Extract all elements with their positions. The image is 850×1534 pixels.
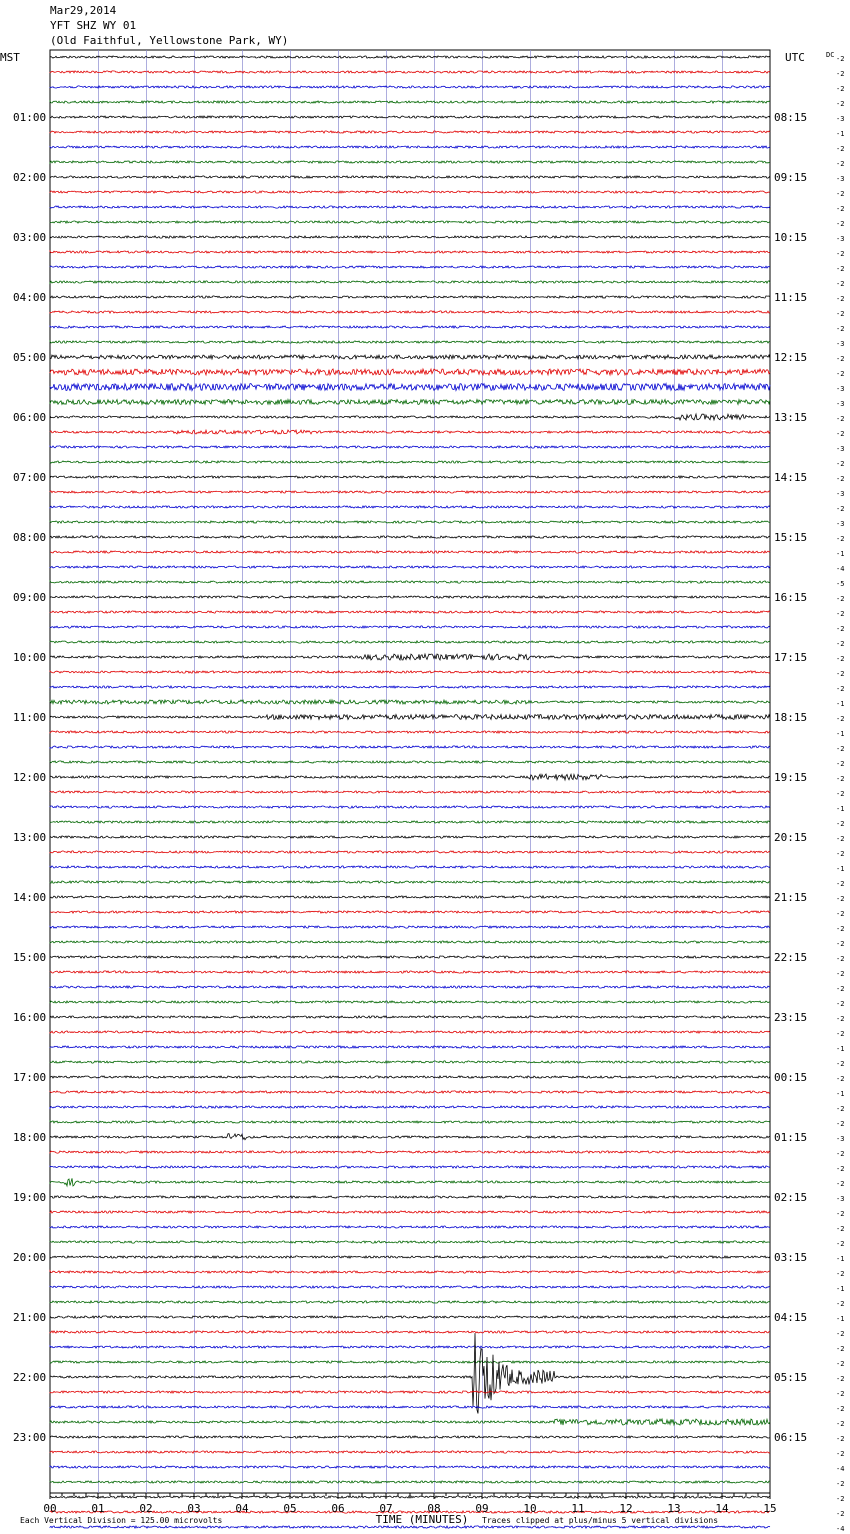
dc-offset-label: -2 bbox=[836, 910, 845, 918]
trace-line bbox=[50, 641, 770, 643]
trace-line bbox=[50, 1419, 770, 1425]
utc-hour-label: 17:15 bbox=[774, 651, 808, 664]
trace-line bbox=[50, 1301, 770, 1303]
dc-offset-label: -2 bbox=[836, 1180, 845, 1188]
dc-offset-label: -2 bbox=[836, 280, 845, 288]
x-tick-label: 03 bbox=[187, 1502, 201, 1515]
trace-line bbox=[50, 101, 770, 103]
dc-offset-label: -1 bbox=[836, 1045, 845, 1053]
trace-line bbox=[50, 1151, 770, 1153]
trace-line bbox=[50, 1316, 770, 1318]
trace-line bbox=[50, 1331, 770, 1333]
dc-offset-label: -2 bbox=[836, 265, 845, 273]
trace-line bbox=[50, 206, 770, 208]
chart-location: (Old Faithful, Yellowstone Park, WY) bbox=[50, 34, 289, 47]
dc-offset-label: -2 bbox=[836, 415, 845, 423]
dc-offset-label: -2 bbox=[836, 1480, 845, 1488]
dc-offset-label: -3 bbox=[836, 1135, 845, 1143]
dc-offset-label: -1 bbox=[836, 805, 845, 813]
dc-offset-label: -2 bbox=[836, 595, 845, 603]
trace-line bbox=[50, 746, 770, 748]
dc-offset-label: -3 bbox=[836, 115, 845, 123]
trace-line bbox=[50, 956, 770, 958]
trace-line bbox=[50, 581, 770, 583]
utc-axis-label: UTC bbox=[785, 51, 805, 64]
x-tick-label: 12 bbox=[619, 1502, 633, 1515]
trace-line bbox=[50, 654, 770, 660]
dc-offset-label: -2 bbox=[836, 1270, 845, 1278]
mst-axis-label: MST bbox=[0, 51, 20, 64]
trace-line bbox=[50, 236, 770, 238]
x-tick-label: 15 bbox=[763, 1502, 777, 1515]
trace-line bbox=[50, 116, 770, 118]
trace-line bbox=[50, 1436, 770, 1438]
mst-hour-label: 17:00 bbox=[13, 1071, 47, 1084]
trace-line bbox=[50, 1361, 770, 1363]
mst-hour-label: 03:00 bbox=[13, 231, 47, 244]
x-tick-label: 01 bbox=[91, 1502, 105, 1515]
trace-line bbox=[50, 506, 770, 508]
chart-station: YFT SHZ WY 01 bbox=[50, 19, 137, 32]
mst-hour-label: 20:00 bbox=[13, 1251, 47, 1264]
trace-line bbox=[50, 611, 770, 613]
trace-line bbox=[50, 791, 770, 793]
utc-hour-label: 20:15 bbox=[774, 831, 808, 844]
mst-hour-label: 12:00 bbox=[13, 771, 47, 784]
trace-line bbox=[50, 266, 770, 268]
trace-line bbox=[50, 1526, 770, 1528]
dc-offset-label: -1 bbox=[836, 550, 845, 558]
x-tick-label: 04 bbox=[235, 1502, 249, 1515]
dc-offset-label: -3 bbox=[836, 235, 845, 243]
dc-offset-label: -2 bbox=[836, 475, 845, 483]
utc-hour-label: 12:15 bbox=[774, 351, 808, 364]
dc-offset-label: -2 bbox=[836, 1060, 845, 1068]
dc-offset-label: -1 bbox=[836, 1285, 845, 1293]
dc-offset-label: -3 bbox=[836, 520, 845, 528]
trace-line bbox=[50, 731, 770, 733]
dc-offset-label: -2 bbox=[836, 850, 845, 858]
dc-offset-label: -2 bbox=[836, 1510, 845, 1518]
mst-hour-label: 18:00 bbox=[13, 1131, 47, 1144]
trace-line bbox=[50, 836, 770, 838]
trace-line bbox=[50, 521, 770, 523]
utc-hour-label: 18:15 bbox=[774, 711, 808, 724]
mst-hour-label: 16:00 bbox=[13, 1011, 47, 1024]
mst-hour-label: 08:00 bbox=[13, 531, 47, 544]
trace-line bbox=[50, 1286, 770, 1288]
dc-offset-label: -2 bbox=[836, 1165, 845, 1173]
dc-offset-label: -2 bbox=[836, 220, 845, 228]
dc-offset-label: -2 bbox=[836, 1225, 845, 1233]
x-tick-label: 02 bbox=[139, 1502, 153, 1515]
dc-offset-label: -5 bbox=[836, 580, 845, 588]
dc-offset-label: -2 bbox=[836, 790, 845, 798]
utc-hour-label: 15:15 bbox=[774, 531, 808, 544]
dc-offset-label: -2 bbox=[836, 1405, 845, 1413]
trace-line bbox=[50, 131, 770, 133]
trace-line bbox=[50, 430, 770, 434]
dc-offset-label: -2 bbox=[836, 505, 845, 513]
trace-line bbox=[50, 384, 770, 391]
dc-offset-label: -2 bbox=[836, 985, 845, 993]
dc-offset-label: -4 bbox=[836, 1465, 845, 1473]
dc-offset-label: -2 bbox=[836, 1345, 845, 1353]
dc-offset-label: -1 bbox=[836, 700, 845, 708]
trace-line bbox=[50, 851, 770, 853]
mst-hour-label: 05:00 bbox=[13, 351, 47, 364]
trace-line bbox=[50, 1241, 770, 1243]
utc-hour-label: 22:15 bbox=[774, 951, 808, 964]
trace-line bbox=[50, 461, 770, 463]
mst-hour-label: 09:00 bbox=[13, 591, 47, 604]
trace-line bbox=[50, 671, 770, 673]
dc-offset-label: -2 bbox=[836, 1435, 845, 1443]
dc-offset-label: -2 bbox=[836, 745, 845, 753]
dc-offset-label: -2 bbox=[836, 1375, 845, 1383]
dc-offset-label: -2 bbox=[836, 190, 845, 198]
dc-offset-label: -2 bbox=[836, 760, 845, 768]
dc-offset-label: -1 bbox=[836, 730, 845, 738]
trace-line bbox=[50, 1196, 770, 1198]
dc-offset-label: -3 bbox=[836, 175, 845, 183]
trace-line bbox=[50, 1031, 770, 1033]
trace-line bbox=[50, 986, 770, 988]
dc-offset-label: -2 bbox=[836, 685, 845, 693]
dc-offset-label: -2 bbox=[836, 1150, 845, 1158]
dc-offset-label: -2 bbox=[836, 295, 845, 303]
dc-offset-label: -2 bbox=[836, 1300, 845, 1308]
trace-line bbox=[50, 296, 770, 298]
utc-hour-label: 08:15 bbox=[774, 111, 808, 124]
mst-hour-label: 13:00 bbox=[13, 831, 47, 844]
trace-line bbox=[50, 56, 770, 58]
dc-offset-label: -2 bbox=[836, 205, 845, 213]
dc-offset-label: -2 bbox=[836, 1075, 845, 1083]
trace-line bbox=[50, 896, 770, 898]
trace-line bbox=[50, 1001, 770, 1003]
trace-line bbox=[50, 536, 770, 538]
trace-line bbox=[50, 400, 770, 405]
dc-offset-label: -3 bbox=[836, 385, 845, 393]
dc-offset-label: -2 bbox=[836, 460, 845, 468]
trace-line bbox=[50, 86, 770, 88]
dc-offset-label: -2 bbox=[836, 370, 845, 378]
mst-hour-label: 23:00 bbox=[13, 1431, 47, 1444]
mst-hour-label: 21:00 bbox=[13, 1311, 47, 1324]
dc-offset-label: -2 bbox=[836, 70, 845, 78]
mst-hour-label: 11:00 bbox=[13, 711, 47, 724]
trace-line bbox=[50, 281, 770, 283]
trace-line bbox=[50, 161, 770, 163]
trace-line bbox=[50, 806, 770, 808]
dc-offset-label: -2 bbox=[836, 250, 845, 258]
trace-line bbox=[50, 341, 770, 343]
dc-offset-label: -1 bbox=[836, 1315, 845, 1323]
dc-offset-label: -2 bbox=[836, 1015, 845, 1023]
x-tick-label: 05 bbox=[283, 1502, 297, 1515]
utc-hour-label: 19:15 bbox=[774, 771, 808, 784]
dc-offset-label: -3 bbox=[836, 400, 845, 408]
dc-offset-label: -3 bbox=[836, 340, 845, 348]
trace-line bbox=[50, 1256, 770, 1258]
trace-line bbox=[50, 251, 770, 253]
dc-offset-label: -2 bbox=[836, 715, 845, 723]
x-tick-label: 11 bbox=[571, 1502, 585, 1515]
x-tick-label: 10 bbox=[523, 1502, 537, 1515]
trace-line bbox=[50, 1481, 770, 1483]
trace-line bbox=[50, 1346, 770, 1348]
dc-offset-label: -2 bbox=[836, 640, 845, 648]
trace-line bbox=[50, 476, 770, 478]
trace-line bbox=[50, 355, 770, 359]
x-tick-label: 14 bbox=[715, 1502, 729, 1515]
trace-line bbox=[50, 596, 770, 598]
x-tick-label: 07 bbox=[379, 1502, 393, 1515]
utc-hour-label: 13:15 bbox=[774, 411, 808, 424]
trace-line bbox=[50, 1016, 770, 1018]
utc-hour-label: 05:15 bbox=[774, 1371, 808, 1384]
utc-hour-label: 10:15 bbox=[774, 231, 808, 244]
mst-hour-label: 15:00 bbox=[13, 951, 47, 964]
dc-offset-label: -1 bbox=[836, 865, 845, 873]
dc-offset-label: -2 bbox=[836, 925, 845, 933]
dc-offset-label: -2 bbox=[836, 1450, 845, 1458]
utc-hour-label: 11:15 bbox=[774, 291, 808, 304]
dc-offset-label: -1 bbox=[836, 1255, 845, 1263]
utc-hour-label: 01:15 bbox=[774, 1131, 808, 1144]
trace-line bbox=[50, 1406, 770, 1408]
trace-line bbox=[50, 551, 770, 553]
dc-offset-label: -3 bbox=[836, 1195, 845, 1203]
dc-offset-label: -2 bbox=[836, 880, 845, 888]
trace-line bbox=[50, 821, 770, 823]
dc-offset-label: -3 bbox=[836, 445, 845, 453]
trace-line bbox=[50, 926, 770, 928]
footer-scale-note: Each Vertical Division = 125.00 microvolts bbox=[20, 1516, 223, 1525]
utc-hour-label: 03:15 bbox=[774, 1251, 808, 1264]
dc-offset-label: -2 bbox=[836, 1105, 845, 1113]
dc-offset-label: -2 bbox=[836, 1210, 845, 1218]
dc-offset-label: -2 bbox=[836, 160, 845, 168]
dc-offset-label: -2 bbox=[836, 325, 845, 333]
dc-offset-label: -2 bbox=[836, 775, 845, 783]
dc-offset-label: -2 bbox=[836, 1000, 845, 1008]
trace-line bbox=[50, 191, 770, 193]
dc-offset-label: -2 bbox=[836, 820, 845, 828]
trace-line bbox=[50, 1134, 770, 1140]
dc-offset-label: -2 bbox=[836, 1120, 845, 1128]
trace-line bbox=[50, 1333, 770, 1413]
dc-offset-label: -1 bbox=[836, 1090, 845, 1098]
utc-hour-label: 09:15 bbox=[774, 171, 808, 184]
trace-line bbox=[50, 774, 770, 780]
x-tick-label: 06 bbox=[331, 1502, 345, 1515]
utc-hour-label: 14:15 bbox=[774, 471, 808, 484]
mst-hour-label: 10:00 bbox=[13, 651, 47, 664]
dc-offset-label: -2 bbox=[836, 355, 845, 363]
dc-offset-label: -2 bbox=[836, 625, 845, 633]
dc-offset-label: -2 bbox=[836, 1240, 845, 1248]
dc-offset-label: -2 bbox=[836, 1330, 845, 1338]
x-axis-label: TIME (MINUTES) bbox=[375, 1513, 469, 1526]
mst-hour-label: 22:00 bbox=[13, 1371, 47, 1384]
trace-line bbox=[50, 866, 770, 868]
mst-hour-label: 06:00 bbox=[13, 411, 47, 424]
dc-offset-label: -2 bbox=[836, 145, 845, 153]
x-tick-label: 09 bbox=[475, 1502, 489, 1515]
trace-line bbox=[50, 566, 770, 568]
trace-line bbox=[50, 1061, 770, 1063]
dc-offset-label: -2 bbox=[836, 835, 845, 843]
trace-line bbox=[50, 700, 770, 704]
trace-line bbox=[50, 626, 770, 628]
trace-line bbox=[50, 761, 770, 763]
dc-offset-label: -2 bbox=[836, 1360, 845, 1368]
trace-line bbox=[50, 71, 770, 73]
dc-offset-label: -4 bbox=[836, 565, 845, 573]
trace-line bbox=[50, 1496, 770, 1498]
dc-offset-label: -2 bbox=[836, 310, 845, 318]
trace-line bbox=[50, 491, 770, 493]
dc-offset-label: -2 bbox=[836, 970, 845, 978]
trace-line bbox=[50, 715, 770, 720]
trace-line bbox=[50, 1391, 770, 1393]
utc-hour-label: 04:15 bbox=[774, 1311, 808, 1324]
utc-hour-label: 23:15 bbox=[774, 1011, 808, 1024]
mst-hour-label: 02:00 bbox=[13, 171, 47, 184]
dc-offset-label: -2 bbox=[836, 100, 845, 108]
trace-line bbox=[50, 1226, 770, 1228]
trace-line bbox=[50, 881, 770, 883]
trace-line bbox=[50, 311, 770, 313]
utc-hour-label: 02:15 bbox=[774, 1191, 808, 1204]
trace-line bbox=[50, 1211, 770, 1213]
dc-label: DC bbox=[826, 51, 835, 59]
trace-line bbox=[50, 146, 770, 148]
trace-line bbox=[50, 1046, 770, 1048]
utc-hour-label: 06:15 bbox=[774, 1431, 808, 1444]
trace-line bbox=[50, 1451, 770, 1453]
trace-line bbox=[50, 1091, 770, 1093]
dc-offset-label: -3 bbox=[836, 490, 845, 498]
x-tick-label: 08 bbox=[427, 1502, 441, 1515]
trace-line bbox=[50, 1178, 770, 1186]
dc-offset-label: -2 bbox=[836, 430, 845, 438]
trace-line bbox=[50, 176, 770, 178]
trace-line bbox=[50, 1121, 770, 1123]
trace-line bbox=[50, 1271, 770, 1273]
trace-line bbox=[50, 971, 770, 973]
utc-hour-label: 16:15 bbox=[774, 591, 808, 604]
trace-line bbox=[50, 446, 770, 448]
trace-line bbox=[50, 326, 770, 328]
dc-offset-label: -2 bbox=[836, 1420, 845, 1428]
x-tick-label: 00 bbox=[43, 1502, 57, 1515]
trace-line bbox=[50, 941, 770, 943]
utc-hour-label: 00:15 bbox=[774, 1071, 808, 1084]
trace-line bbox=[50, 911, 770, 913]
mst-hour-label: 01:00 bbox=[13, 111, 47, 124]
dc-offset-label: -2 bbox=[836, 55, 845, 63]
x-tick-label: 13 bbox=[667, 1502, 681, 1515]
dc-offset-label: -2 bbox=[836, 1390, 845, 1398]
mst-hour-label: 07:00 bbox=[13, 471, 47, 484]
trace-line bbox=[50, 1166, 770, 1168]
dc-offset-label: -2 bbox=[836, 895, 845, 903]
chart-date: Mar29,2014 bbox=[50, 4, 117, 17]
trace-line bbox=[50, 414, 770, 420]
mst-hour-label: 19:00 bbox=[13, 1191, 47, 1204]
dc-offset-label: -1 bbox=[836, 130, 845, 138]
dc-offset-label: -2 bbox=[836, 670, 845, 678]
dc-offset-label: -2 bbox=[836, 610, 845, 618]
footer-clip-note: Traces clipped at plus/minus 5 vertical divisions bbox=[482, 1516, 719, 1525]
dc-offset-label: -2 bbox=[836, 655, 845, 663]
dc-offset-label: -2 bbox=[836, 955, 845, 963]
trace-line bbox=[50, 1466, 770, 1468]
trace-line bbox=[50, 369, 770, 375]
trace-line bbox=[50, 686, 770, 688]
mst-hour-label: 14:00 bbox=[13, 891, 47, 904]
dc-offset-label: -2 bbox=[836, 535, 845, 543]
dc-offset-label: -2 bbox=[836, 940, 845, 948]
mst-hour-label: 04:00 bbox=[13, 291, 47, 304]
dc-offset-label: -2 bbox=[836, 1495, 845, 1503]
trace-line bbox=[50, 1076, 770, 1078]
trace-line bbox=[50, 221, 770, 223]
utc-hour-label: 21:15 bbox=[774, 891, 808, 904]
dc-offset-label: -2 bbox=[836, 1030, 845, 1038]
trace-line bbox=[50, 1106, 770, 1108]
dc-offset-label: -2 bbox=[836, 85, 845, 93]
dc-offset-label: -4 bbox=[836, 1525, 845, 1533]
